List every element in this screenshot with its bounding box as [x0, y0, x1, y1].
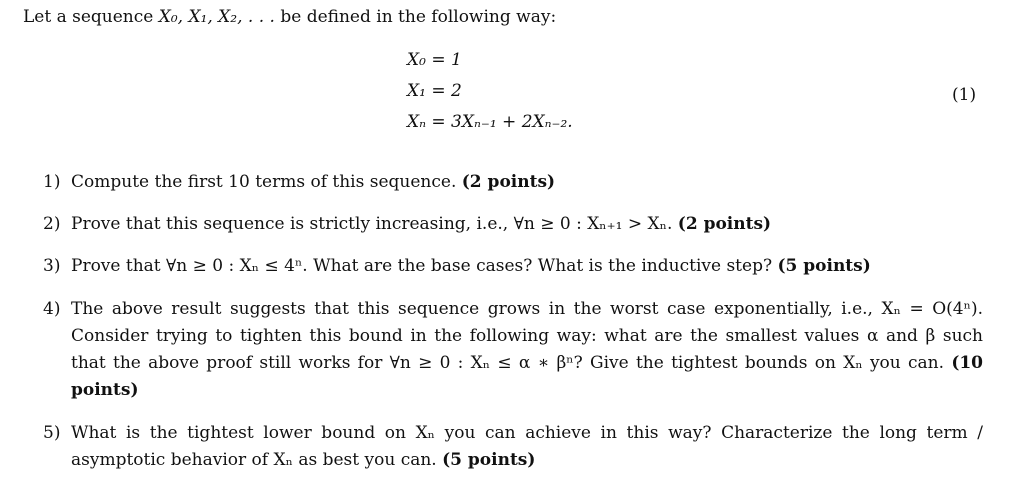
question-text: Compute the first 10 terms of this sequence. [71, 172, 457, 192]
equation-x1: X₁ = 2 [407, 81, 462, 101]
question-5 [43, 420, 983, 474]
question-number: 3) [43, 256, 61, 276]
question-number: 4) [43, 299, 61, 319]
equation-number: (1) [952, 85, 977, 105]
question-2 [43, 211, 983, 238]
equation-xn: Xₙ = 3Xₙ₋₁ + 2Xₙ₋₂. [407, 112, 573, 132]
question-number: 2) [43, 214, 61, 234]
question-number: 1) [43, 172, 61, 192]
question-1 [43, 169, 983, 196]
question-text: The above result suggests that this sequence grows in the worst case exponentially, i.e., Xₙ = O(4ⁿ). Consider trying to tighten this bound in the following way: what are the smallest values α and β such that the above proof still works for ∀n ≥ 0 : Xₙ ≤ α ∗ βⁿ? Give the tightest bounds on Xₙ you can. [71, 299, 983, 373]
question-3 [43, 253, 983, 280]
question-points: (5 points) [442, 450, 536, 470]
recurrence-equations [407, 48, 573, 141]
intro-suffix: be defined in the following way: [274, 7, 557, 27]
question-number: 5) [43, 423, 61, 443]
question-points: (10 points) [71, 353, 984, 400]
question-points: (2 points) [461, 172, 556, 192]
question-points: (5 points) [777, 256, 871, 276]
question-text: Prove that this sequence is strictly increasing, i.e., ∀n ≥ 0 : Xₙ₊₁ > Xₙ. [71, 214, 673, 234]
question-4 [43, 296, 983, 404]
intro-prefix: Let a sequence [23, 7, 159, 27]
question-list [43, 169, 983, 489]
intro-sentence [23, 9, 556, 26]
question-text: What is the tightest lower bound on Xₙ you can achieve in this way? Characterize the long term / asymptotic behavior of Xₙ as best you can. [71, 423, 983, 470]
question-points: (2 points) [677, 214, 772, 234]
intro-sequence: X₀, X₁, X₂, . . . [158, 7, 275, 27]
question-text: Prove that ∀n ≥ 0 : Xₙ ≤ 4ⁿ. What are the base cases? What is the inductive step? [71, 256, 773, 276]
equation-x0: X₀ = 1 [407, 50, 462, 70]
